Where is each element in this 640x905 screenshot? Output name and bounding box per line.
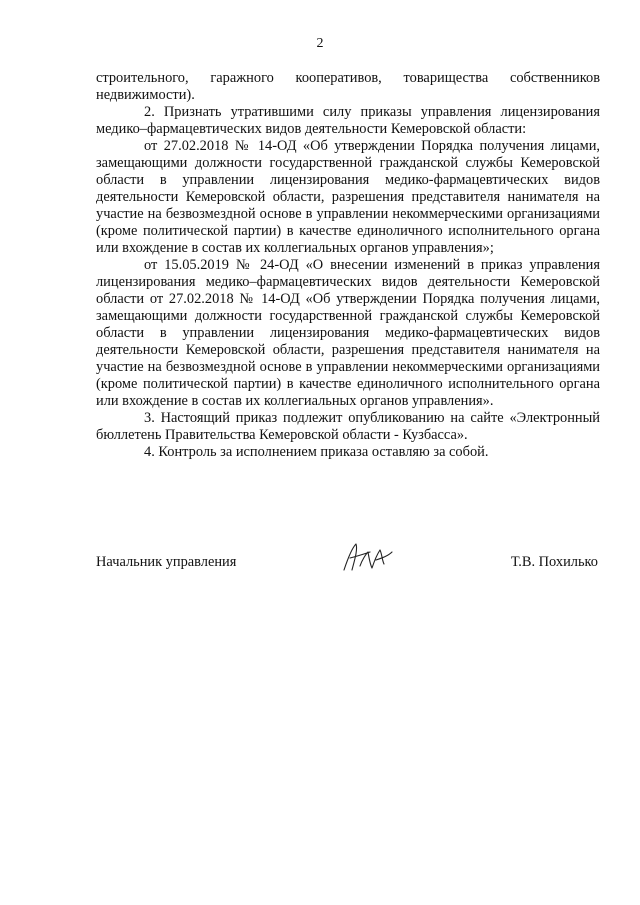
signatory-position: Начальник управления [96,554,237,570]
paragraph-item-2: 2. Признать утратившими силу приказы управления лицензирования медико–фармацевтических видов деятельности Кемеровской области: [96,104,600,137]
page-number: 2 [316,36,324,51]
paragraph-item-4: 4. Контроль за исполнением приказа оставляю за собой. [144,444,489,460]
document-body [96,70,600,461]
signature-block [96,548,600,578]
paragraph-continuation: строительного, гаражного кооперативов, товарищества собственников недвижимости). [96,70,600,103]
paragraph-order-2018: от 27.02.2018 № 14-ОД «Об утверждении Порядка получения лицами, замещающими должности государственной гражданской службы Кемеровской области в управлении лицензирования медико-фармацевтических видов деятельности Кемеровской области, разрешения представителя нанимателя на участие на безвозмездной основе в управлении некоммерческими организациями (кроме политической партии) в качестве единоличного исполнительного органа или вхождение в состав их коллегиальных органов управления»; [96,138,600,256]
handwritten-signature-icon [336,540,396,576]
signatory-name: Т.В. Похилько [510,554,598,570]
paragraph-order-2019: от 15.05.2019 № 24-ОД «О внесении изменений в приказ управления лицензирования медико–фармацевтических видов деятельности Кемеровской области от 27.02.2018 № 14-ОД «Об утверждении Порядка получения лицами, замещающими должности государственной гражданской службы Кемеровской области в управлении лицензирования медико-фармацевтических видов деятельности Кемеровской области, разрешения представителя нанимателя на участие на безвозмездной основе в управлении некоммерческими организациями (кроме политической партии) в качестве единоличного исполнительного органа или вхождение в состав их коллегиальных органов управления». [96,257,600,409]
paragraph-item-3: 3. Настоящий приказ подлежит опубликованию на сайте «Электронный бюллетень Правительства Кемеровской области - Кузбасса». [96,410,600,443]
